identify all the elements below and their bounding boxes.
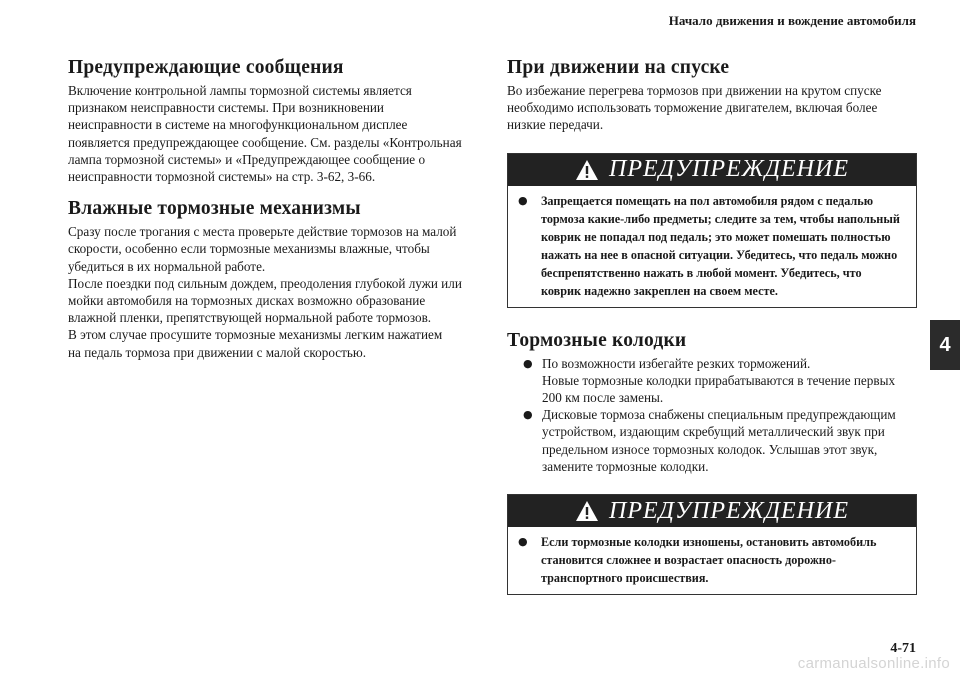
list-item-text: Дисковые тормоза снабжены специальным предупреждающим устройством, издающим скребущий металлический звук при предельном износе тормозных колодок. Услышав этот звук, замените тормозные колодки.	[542, 407, 896, 474]
list-item	[523, 355, 917, 407]
warning-title: ПРЕДУПРЕЖДЕНИЕ	[609, 156, 849, 183]
section-title-downhill: При движении на спуске	[507, 57, 730, 78]
watermark: carmanualsonline.info	[797, 655, 950, 672]
list-item-text: По возможности избегайте резких торможений. Новые тормозные колодки прирабатываются в течение первых 200 км после замены.	[542, 355, 896, 406]
warning-bullet	[518, 192, 906, 300]
section-tab: 4	[930, 320, 960, 370]
bullet-dot: ●	[518, 193, 528, 207]
warning-title: ПРЕДУПРЕЖДЕНИЕ	[609, 497, 849, 524]
warning-box-floor-mat	[507, 153, 917, 308]
section-title-brake-pads: Тормозные колодки	[507, 329, 687, 351]
bullet-dot: ●	[523, 356, 533, 370]
section-title-warning-messages: Предупреждающие сообщения	[68, 57, 344, 78]
warning-text: Если тормозные колодки изношены, остановить автомобиль становится сложнее и возрастает опасность дорожно- транспортного происшествия.	[541, 535, 877, 586]
right-column	[507, 56, 917, 595]
warning-bullet	[518, 533, 906, 587]
warning-header	[508, 154, 916, 186]
bullet-dot: ●	[523, 408, 533, 422]
bullet-dot: ●	[518, 535, 528, 549]
page-number: 4-71	[890, 641, 916, 656]
list-item	[523, 406, 917, 475]
section-text-downhill: Во избежание перегрева тормозов при движении на крутом спуске необходимо использовать торможение двигателем, включая более низкие передачи.	[507, 83, 882, 133]
running-header: Начало движения и вождение автомобиля	[668, 13, 916, 28]
warning-body	[508, 186, 916, 307]
warning-body	[508, 527, 916, 594]
section-text-warning-messages: Включение контрольной лампы тормозной системы является признаком неисправности системы. При возникновении неисправности в системе на многофункциональном дисплее появляется предупреждающее сообщение. См. разделы «Контрольная лампа тормозной системы» и «Предупреждающее сообщение о неисправности тормозной системы» на стр. 3-62, 3-66.	[68, 83, 462, 185]
warning-text: Запрещается помещать на пол автомобиля рядом с педалью тормоза какие-либо предметы; следите за тем, чтобы напольный коврик не попадал под педаль; это может помешать полностью нажать на нее в опасной ситуации. Убедитесь, что педаль можно беспрепятственно нажать в любой момент. Убедитесь, что коврик надежно закреплен на своем месте.	[541, 193, 900, 298]
warning-triangle-icon	[575, 159, 599, 181]
warning-triangle-icon	[575, 500, 599, 522]
warning-header	[508, 495, 916, 527]
left-column	[68, 56, 480, 361]
warning-box-brake-pads	[507, 494, 917, 595]
section-title-wet-brakes: Влажные тормозные механизмы	[68, 198, 361, 220]
section-text-wet-brakes: Сразу после трогания с места проверьте действие тормозов на малой скорости, особенно если тормозные механизмы влажные, чтобы убедиться в их нормальной работе. После поездки под сильным дождем, преодоления глубокой лужи или мойки автомобиля на тормозных дисках возможно образование влажной пленки, препятствующей нормальной работе тормозов. В этом случае просушите тормозные механизмы легким нажатием на педаль тормоза при движении с малой скоростью.	[68, 224, 462, 360]
